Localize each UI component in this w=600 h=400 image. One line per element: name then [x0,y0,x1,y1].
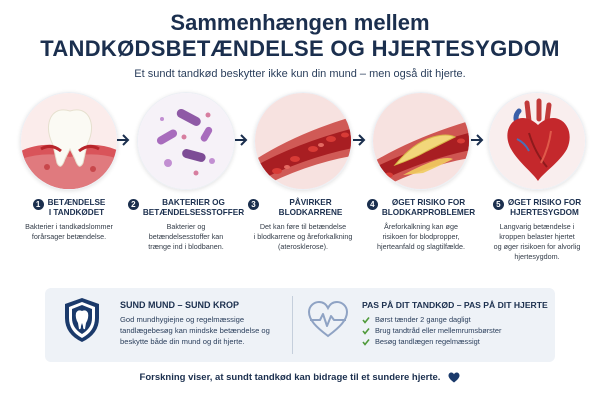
checklist-item-text: Brug tandtråd eller mellemrumsbørster [375,326,502,335]
subtitle: Et sundt tandkød beskytter ikke kun din mund – men også dit hjerte. [134,68,466,80]
checkmark-icon [362,327,370,335]
title-line-2: TANDKØDSBETÆNDELSE OG HJERTESYGDOM [40,36,560,61]
checklist-item-text: Børst tænder 2 gange dagligt [375,315,471,324]
step-number: 5 [493,199,504,210]
step-description: Bakterier i tandkødslommer forårsager betændelse. [25,222,113,241]
step-number: 1 [33,199,44,210]
step-description: Åreforkalkning kan øge risikoen for blodpropper, hjerteanfald og slagtilfælde. [377,222,465,251]
step-title: BAKTERIER OG BETÆNDELSESSTOFFER [142,198,245,217]
step-description: Langvarig betændelse i kroppen belaster hjertet og øger risikoen for alvorlig hjertesygdom. [493,222,581,261]
step-number: 3 [248,199,259,210]
blood-vessel-icon [254,92,352,190]
checklist-item [362,325,502,336]
arrow-right-icon [234,132,248,148]
panel-right-title: PAS PÅ DIT TANDKØD – PAS PÅ DIT HJERTE [362,300,548,310]
arrow-right-icon [116,132,130,148]
inflamed-gum-tooth-icon [20,92,118,190]
panel-left-text: God mundhygiejne og regelmæssige tandlægebesøg kan mindske betændelse og beskytte både din mund og dit hjerte. [120,315,270,346]
step-number: 4 [367,199,378,210]
heart-small-icon [448,372,460,383]
step-title: ØGET RISIKO FOR HJERTESYGDOM [507,198,582,217]
panel-divider [292,296,293,354]
step-3 [248,198,358,252]
title-line-1: Sammenhængen mellem [170,10,430,35]
step-title: BETÆNDELSE I TANDKØDET [47,198,106,217]
shield-tooth-icon [62,296,102,344]
arrow-right-icon [352,132,366,148]
checklist [362,314,502,347]
plaque-artery-icon [372,92,470,190]
step-title: PÅVIRKER BLODKARRENE [278,198,343,217]
step-description: Det kan føre til betændelse i blodkarrene og åreforkalkning (aterosklerose). [253,222,353,251]
heart-icon [488,92,586,190]
step-2 [131,198,245,252]
step-5 [482,198,592,262]
footer-text: Forskning viser, at sundt tandkød kan bidrage til et sundere hjerte. [139,372,441,383]
checkmark-icon [362,316,370,324]
step-4 [366,198,476,252]
step-1 [14,198,124,242]
arrow-right-icon [470,132,484,148]
step-title: ØGET RISIKO FOR BLODKARPROBLEMER [381,198,476,217]
checkmark-icon [362,338,370,346]
bacteria-icon [137,92,235,190]
step-description: Bakterier og betændelsesstoffer kan trænge ind i blodbanen. [148,222,224,251]
panel-left-title: SUND MUND – SUND KROP [120,300,240,310]
heart-pulse-icon [306,300,350,340]
checklist-item [362,314,502,325]
checklist-item [362,336,502,347]
step-number: 2 [128,199,139,210]
footer [0,372,600,383]
checklist-item-text: Besøg tandlægen regelmæssigt [375,337,480,346]
